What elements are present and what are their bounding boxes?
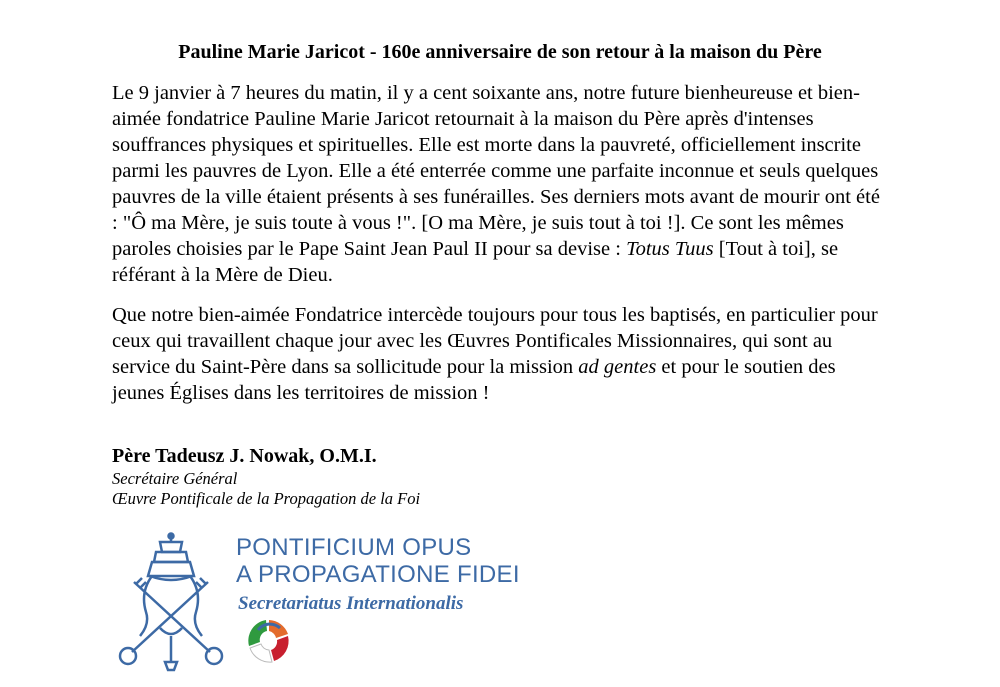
paragraph-line: Que notre bien-aimée Fondatrice intercède toujours pour tous les baptisés, en particulier pour — [112, 304, 878, 326]
logo-line-3: Secretariatus Internationalis — [238, 593, 464, 614]
italic-latin-phrase: ad gentes — [578, 356, 657, 378]
paragraph-line: Le 9 janvier à 7 heures du matin, il y a cent soixante ans, notre future bienheureuse et bien- — [112, 82, 860, 104]
paragraph-line: référant à la Mère de Dieu. — [112, 264, 333, 286]
paragraph-line: pauvres de la ville étaient présents à ses funérailles. Ses derniers mots avant de mourir ont été — [112, 186, 880, 208]
paragraph-line — [112, 236, 912, 262]
paragraph-1 — [112, 80, 912, 288]
paragraph-line: : "Ô ma Mère, je suis toute à vous !". [O ma Mère, je suis tout à toi !]. Ce sont les mêmes — [112, 212, 844, 234]
text-run: paroles choisies par le Pape Saint Jean Paul II pour sa devise : — [112, 238, 627, 260]
logo-line-1: PONTIFICIUM OPUS — [236, 534, 472, 561]
logo-line-2: A PROPAGATIONE FIDEI — [236, 561, 520, 588]
paragraph-line: aimée fondatrice Pauline Marie Jaricot retournait à la maison du Père après d'intenses — [112, 108, 814, 130]
papal-keys-emblem-icon — [110, 532, 232, 672]
paragraph-line: parmi les pauvres de Lyon. Elle a été enterrée comme une parfaite inconnue et seuls quelques — [112, 160, 879, 182]
document-title: Pauline Marie Jaricot - 160e anniversaire de son retour à la maison du Père — [178, 41, 822, 63]
paragraph-line — [112, 354, 912, 380]
signature-role: Secrétaire Général — [112, 469, 238, 488]
text-run: service du Saint-Père dans sa sollicitude pour la mission — [112, 356, 579, 378]
paragraph-2 — [112, 302, 912, 406]
mission-globe-icon — [244, 616, 294, 666]
text-run: [Tout à toi], se — [713, 238, 839, 260]
paragraph-line: jeunes Églises dans les territoires de mission ! — [112, 382, 490, 404]
paragraph-line: souffrances physiques et spirituelles. Elle est morte dans la pauvreté, officiellement inscrite — [112, 134, 861, 156]
italic-motto: Totus Tuus — [626, 238, 714, 260]
signature-name: Père Tadeusz J. Nowak, O.M.I. — [112, 445, 377, 467]
text-run: et pour le soutien des — [656, 356, 836, 378]
signature-organization: Œuvre Pontificale de la Propagation de la Foi — [112, 489, 421, 508]
paragraph-line: ceux qui travaillent chaque jour avec les Œuvres Pontificales Missionnaires, qui sont au — [112, 330, 833, 352]
